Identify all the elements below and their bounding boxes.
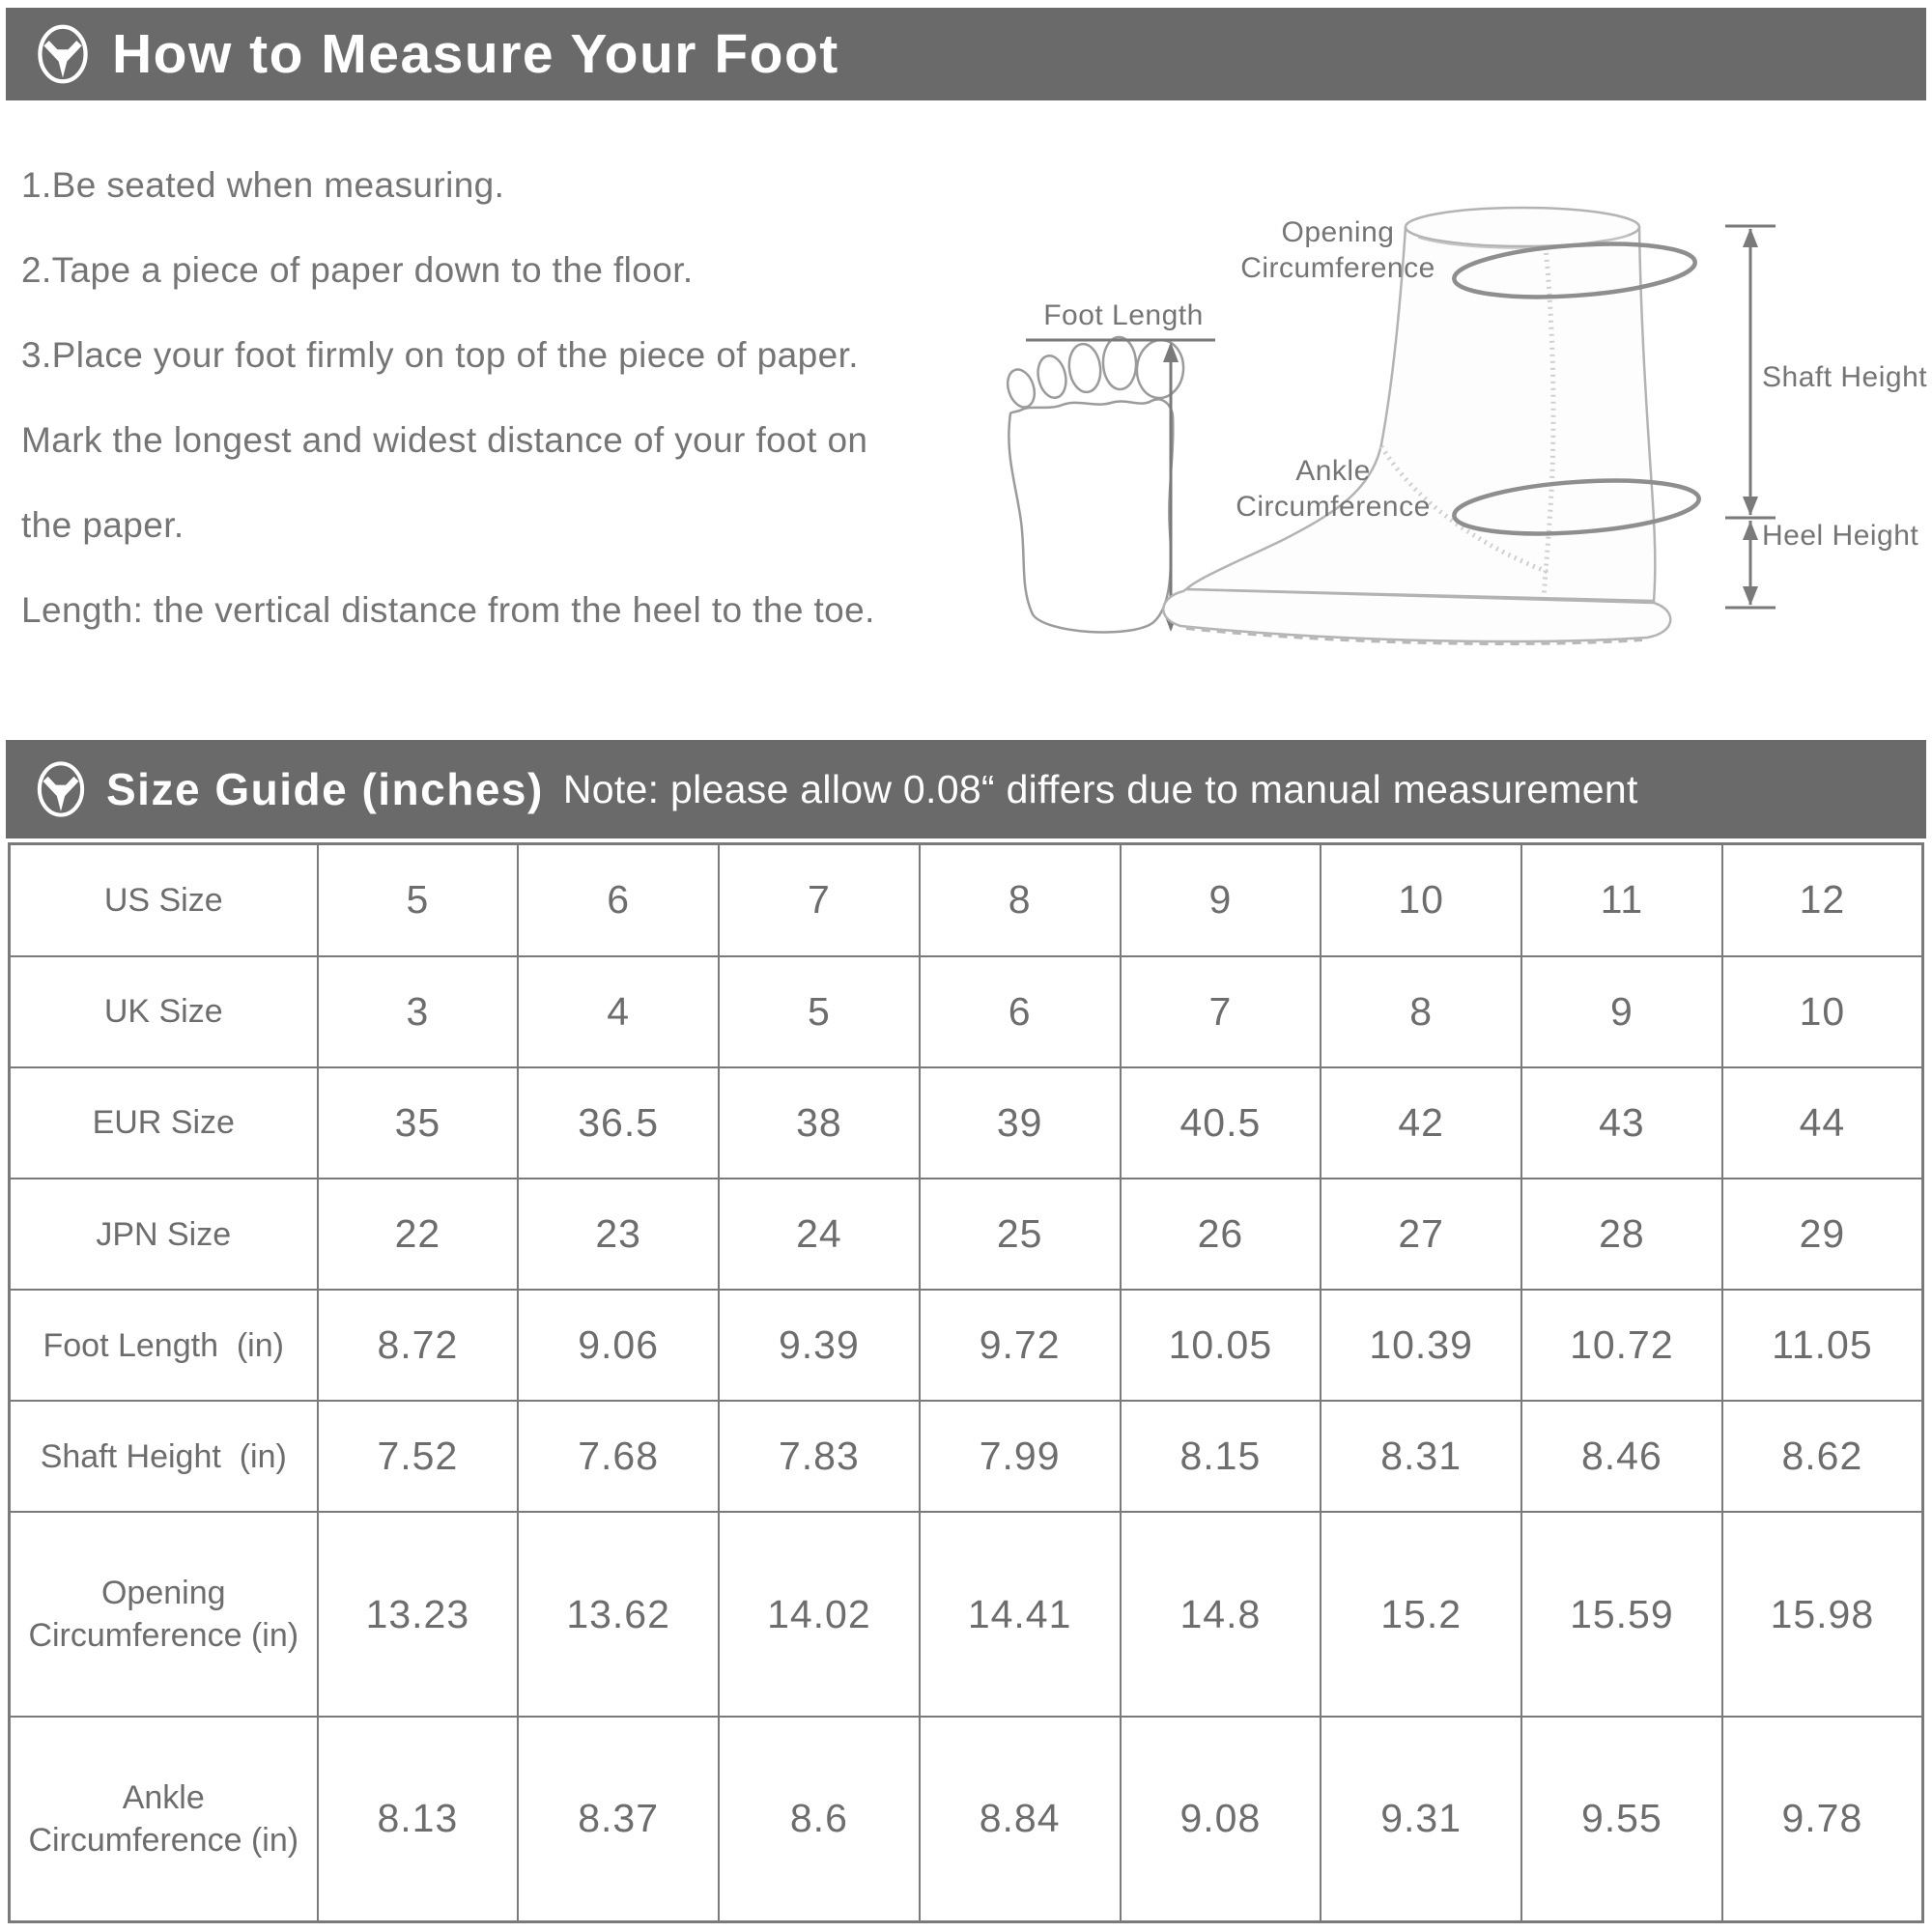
size-cell: 6 [518, 844, 719, 956]
table-row [10, 1717, 1923, 1922]
size-cell: 8.13 [318, 1717, 519, 1922]
size-cell: 6 [920, 956, 1121, 1067]
size-cell: 9 [1521, 956, 1722, 1067]
size-cell: 5 [318, 844, 519, 956]
instruction-line: 1.Be seated when measuring. [21, 165, 505, 205]
size-cell: 8.31 [1321, 1401, 1521, 1512]
foot-diagram [1003, 299, 1215, 633]
size-cell: 24 [719, 1179, 920, 1290]
instruction-line: Length: the vertical distance from the heel to the toe. [21, 590, 875, 630]
size-cell: 5 [719, 956, 920, 1067]
size-cell: 8.46 [1521, 1401, 1722, 1512]
size-cell: 36.5 [518, 1067, 719, 1179]
size-cell: 8 [1321, 956, 1521, 1067]
size-cell: 8.15 [1121, 1401, 1321, 1512]
size-cell: 9.55 [1521, 1717, 1722, 1922]
size-cell: 8.84 [920, 1717, 1121, 1922]
size-guide-header-bar [6, 740, 1926, 838]
heel-height-arrow [1743, 521, 1758, 606]
instruction-line: Mark the longest and widest distance of your foot on [21, 420, 868, 460]
down-arrow-icon [31, 22, 95, 86]
size-cell: 10 [1321, 844, 1521, 956]
table-row [10, 1401, 1923, 1512]
size-cell: 9.08 [1121, 1717, 1321, 1922]
measure-section-title: How to Measure Your Foot [112, 23, 839, 85]
size-cell: 8 [920, 844, 1121, 956]
size-cell: 7.52 [318, 1401, 519, 1512]
size-cell: 9.06 [518, 1290, 719, 1401]
size-cell: 27 [1321, 1179, 1521, 1290]
size-cell: 11 [1521, 844, 1722, 956]
size-table [8, 842, 1924, 1923]
size-cell: 9.72 [920, 1290, 1121, 1401]
size-cell: 7.68 [518, 1401, 719, 1512]
table-row [10, 956, 1923, 1067]
size-cell: 7.99 [920, 1401, 1121, 1512]
size-cell: 44 [1722, 1067, 1923, 1179]
size-cell: 4 [518, 956, 719, 1067]
size-cell: 35 [318, 1067, 519, 1179]
heel-height-label: Heel Height [1762, 520, 1919, 552]
table-row [10, 844, 1923, 956]
measure-header-bar [6, 8, 1926, 100]
size-cell: 9 [1121, 844, 1321, 956]
size-cell: 7.83 [719, 1401, 920, 1512]
foot-outline [1009, 399, 1173, 632]
size-cell: 10.39 [1321, 1290, 1521, 1401]
size-cell: 9.78 [1722, 1717, 1923, 1922]
foot-length-label: Foot Length [1043, 299, 1204, 331]
size-cell: 13.23 [318, 1512, 519, 1716]
size-cell: 9.39 [719, 1290, 920, 1401]
measuring-instructions [21, 143, 968, 653]
size-cell: 25 [920, 1179, 1121, 1290]
boot-diagram [1163, 208, 1927, 643]
size-table-body [10, 844, 1923, 1922]
size-cell: 8.62 [1722, 1401, 1923, 1512]
table-row [10, 1179, 1923, 1290]
size-cell: 8.6 [719, 1717, 920, 1922]
size-cell: 14.41 [920, 1512, 1121, 1716]
size-cell: 8.72 [318, 1290, 519, 1401]
size-guide-note: Note: please allow 0.08“ differs due to manual measurement [562, 766, 1638, 811]
size-cell: 15.59 [1521, 1512, 1722, 1716]
row-label: Shaft Height (in) [10, 1401, 318, 1512]
size-cell: 14.02 [719, 1512, 920, 1716]
size-cell: 42 [1321, 1067, 1521, 1179]
size-cell: 39 [920, 1067, 1121, 1179]
size-cell: 11.05 [1722, 1290, 1923, 1401]
size-cell: 38 [719, 1067, 920, 1179]
size-cell: 12 [1722, 844, 1923, 956]
shaft-height-label: Shaft Height [1762, 361, 1928, 393]
table-row [10, 1512, 1923, 1716]
size-cell: 10.72 [1521, 1290, 1722, 1401]
row-label: Opening Circumference (in) [10, 1512, 318, 1716]
table-row [10, 1067, 1923, 1179]
size-cell: 28 [1521, 1179, 1722, 1290]
size-cell: 15.98 [1722, 1512, 1923, 1716]
table-row [10, 1290, 1923, 1401]
measurement-diagram [966, 135, 1932, 657]
size-cell: 22 [318, 1179, 519, 1290]
row-label: Foot Length (in) [10, 1290, 318, 1401]
size-cell: 40.5 [1121, 1067, 1321, 1179]
ankle-circumference-label: Ankle [1295, 455, 1371, 487]
row-label: EUR Size [10, 1067, 318, 1179]
size-cell: 29 [1722, 1179, 1923, 1290]
instruction-line: 2.Tape a piece of paper down to the floor. [21, 250, 694, 290]
size-cell: 7 [719, 844, 920, 956]
size-cell: 8.37 [518, 1717, 719, 1922]
opening-circumference-label: Circumference [1240, 252, 1435, 284]
size-cell: 43 [1521, 1067, 1722, 1179]
ankle-circumference-label: Circumference [1236, 491, 1431, 523]
size-cell: 10 [1722, 956, 1923, 1067]
size-cell: 10.05 [1121, 1290, 1321, 1401]
row-label: UK Size [10, 956, 318, 1067]
size-cell: 23 [518, 1179, 719, 1290]
instruction-line: 3.Place your foot firmly on top of the piece of paper. [21, 335, 859, 375]
size-cell: 14.8 [1121, 1512, 1321, 1716]
opening-circumference-label: Opening [1281, 216, 1395, 248]
size-cell: 13.62 [518, 1512, 719, 1716]
instruction-line: the paper. [21, 505, 185, 545]
row-label: JPN Size [10, 1179, 318, 1290]
down-arrow-icon [31, 759, 91, 819]
row-label: US Size [10, 844, 318, 956]
size-guide-title: Size Guide (inches) [106, 764, 544, 814]
row-label: Ankle Circumference (in) [10, 1717, 318, 1922]
size-cell: 3 [318, 956, 519, 1067]
size-cell: 26 [1121, 1179, 1321, 1290]
size-cell: 7 [1121, 956, 1321, 1067]
size-cell: 9.31 [1321, 1717, 1521, 1922]
size-cell: 15.2 [1321, 1512, 1521, 1716]
